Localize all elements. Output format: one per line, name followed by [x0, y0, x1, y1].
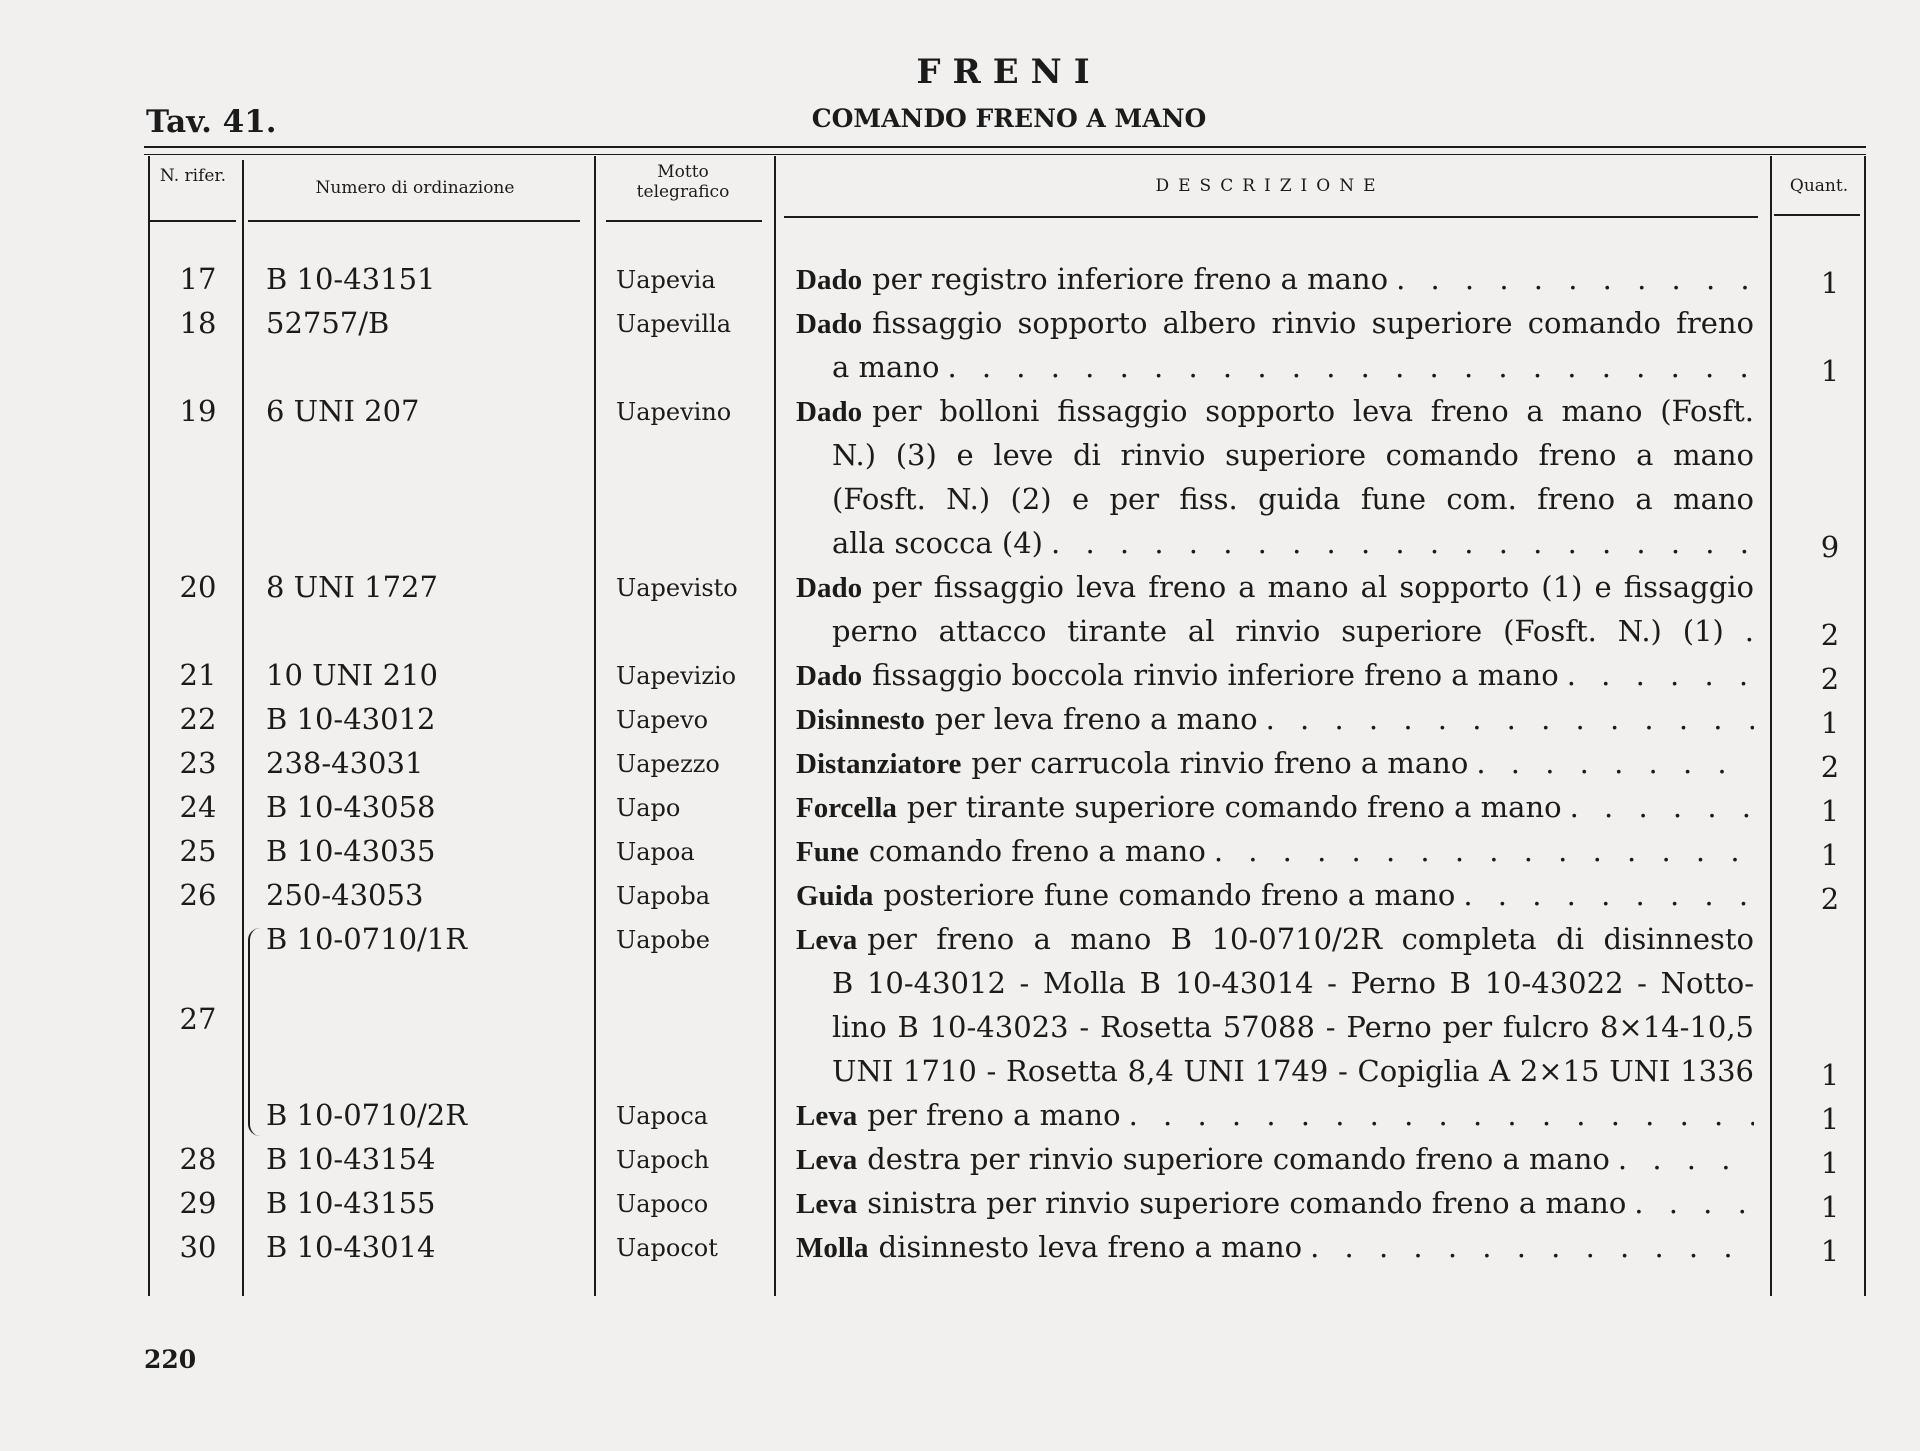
- telegraphic-code: Uapevia: [616, 266, 716, 294]
- quantity: 9: [1820, 530, 1840, 564]
- description-line: [796, 438, 1754, 482]
- description-text: comando freno a mano: [868, 834, 1206, 868]
- ref-number-group: 27: [179, 1002, 217, 1036]
- header-underline: [606, 220, 762, 222]
- description: [796, 702, 1754, 746]
- ref-number: 22: [179, 702, 217, 736]
- description-text: per leva freno a mano: [934, 702, 1258, 736]
- telegraphic-code: Uapevilla: [616, 310, 731, 338]
- description-keyword: Guida: [796, 880, 874, 912]
- description-line: [796, 966, 1754, 1010]
- description: [796, 878, 1754, 922]
- description-line: [796, 746, 1754, 790]
- description-text: per tirante superiore comando freno a mano: [906, 790, 1562, 824]
- table-row: [0, 1098, 1920, 1142]
- description-line: [796, 702, 1754, 746]
- description-text: per freno a mano: [867, 1098, 1121, 1132]
- table-row: [0, 922, 1920, 1098]
- telegraphic-code: Uapevisto: [616, 574, 738, 602]
- description-line: [796, 526, 1754, 570]
- dot-leader: [1634, 1186, 1754, 1220]
- header-underline: [248, 220, 580, 222]
- description-text: fissaggio sopporto albero rinvio superiore comando freno: [872, 306, 1754, 340]
- order-number: B 10-43155: [266, 1186, 436, 1220]
- quantity: 1: [1820, 838, 1840, 872]
- order-number: 8 UNI 1727: [266, 570, 438, 604]
- description-line: [796, 1186, 1754, 1230]
- top-rule-thin: [144, 154, 1866, 155]
- table-row: [0, 878, 1920, 922]
- quantity: 1: [1820, 706, 1840, 740]
- description-text: per registro inferiore freno a mano: [872, 262, 1389, 296]
- description-text: destra per rinvio superiore comando freno a mano: [867, 1142, 1610, 1176]
- table-row: [0, 262, 1920, 306]
- column-header-num: N. rifer.: [159, 166, 227, 186]
- description-line: [796, 922, 1754, 966]
- description-text: per freno a mano B 10-0710/2R completa di disinnesto: [867, 922, 1754, 956]
- ref-number: 19: [179, 394, 217, 428]
- dot-leader: [1463, 878, 1754, 912]
- description: [796, 570, 1754, 658]
- description-line: [796, 834, 1754, 878]
- telegraphic-code: Uapoca: [616, 1102, 709, 1130]
- telegraphic-code: Uapobe: [616, 926, 710, 954]
- description-keyword: Leva: [796, 924, 858, 956]
- dot-leader: [1476, 746, 1754, 780]
- table-row: [0, 394, 1920, 570]
- telegraphic-code: Uapoa: [616, 838, 695, 866]
- dot-leader: [1570, 790, 1754, 824]
- description-keyword: Distanziatore: [796, 748, 962, 780]
- ref-number: 25: [179, 834, 217, 868]
- order-number: B 10-43014: [266, 1230, 436, 1264]
- page-title: FRENI: [916, 52, 1102, 92]
- description-text: per bolloni fissaggio sopporto leva freno a mano (Fosft.: [872, 394, 1754, 428]
- description-keyword: Fune: [796, 836, 859, 868]
- dot-leader: [947, 350, 1754, 384]
- description-text: perno attacco tirante al rinvio superiore (Fosft. N.) (1) .: [832, 614, 1754, 648]
- telegraphic-code: Uapevizio: [616, 662, 737, 690]
- description-text: fissaggio boccola rinvio inferiore freno a mano: [872, 658, 1559, 692]
- description-keyword: Dado: [796, 660, 863, 692]
- description-keyword: Disinnesto: [796, 704, 925, 736]
- dot-leader: [1266, 702, 1754, 736]
- quantity: 1: [1820, 1102, 1840, 1136]
- telegraphic-code: Uapezzo: [616, 750, 720, 778]
- top-rule: [144, 146, 1866, 148]
- description-keyword: Leva: [796, 1144, 858, 1176]
- table-number: Tav. 41.: [146, 104, 277, 140]
- description: [796, 1186, 1754, 1230]
- table-row: [0, 658, 1920, 702]
- description: [796, 262, 1754, 306]
- quantity: 1: [1820, 1234, 1840, 1268]
- description-line: [796, 306, 1754, 350]
- order-number: B 10-43035: [266, 834, 436, 868]
- description-keyword: Dado: [796, 264, 863, 296]
- dot-leader: [1051, 526, 1754, 560]
- quantity: 2: [1820, 750, 1840, 784]
- table-row: [0, 746, 1920, 790]
- description: [796, 834, 1754, 878]
- description-line: [796, 878, 1754, 922]
- description-text: UNI 1710 - Rosetta 8,4 UNI 1749 - Copiglia A 2×15 UNI 1336: [832, 1054, 1754, 1088]
- ref-number: 21: [179, 658, 217, 692]
- quantity: 1: [1820, 354, 1840, 388]
- description-line: [796, 482, 1754, 526]
- table-row: [0, 306, 1920, 394]
- telegraphic-code: Uapoch: [616, 1146, 710, 1174]
- description-line: [796, 614, 1754, 658]
- description-text: N.) (3) e leve di rinvio superiore comando freno a mano: [832, 438, 1754, 472]
- column-header-desc: DESCRIZIONE: [1155, 176, 1385, 196]
- description-keyword: Dado: [796, 396, 863, 428]
- page-subtitle: COMANDO FRENO A MANO: [811, 104, 1207, 133]
- dot-leader: [1396, 262, 1754, 296]
- description: [796, 922, 1754, 1098]
- description-line: [796, 1098, 1754, 1142]
- description-text: lino B 10-43023 - Rosetta 57088 - Perno per fulcro 8×14-10,5: [832, 1010, 1754, 1044]
- header-underline: [150, 220, 236, 222]
- quantity: 1: [1820, 266, 1840, 300]
- description-text: a mano: [832, 350, 940, 384]
- header-underline: [1774, 214, 1860, 216]
- quantity: 1: [1820, 1190, 1840, 1224]
- column-header-qty: Quant.: [1789, 176, 1849, 196]
- dot-leader: [1618, 1142, 1754, 1176]
- dot-leader: [1129, 1098, 1754, 1132]
- description-text: alla scocca (4): [832, 526, 1044, 560]
- description: [796, 394, 1754, 570]
- quantity: 2: [1820, 662, 1840, 696]
- description: [796, 1142, 1754, 1186]
- order-number: B 10-0710/1R: [266, 922, 468, 956]
- quantity: 1: [1820, 1146, 1840, 1180]
- dot-leader: [1567, 658, 1754, 692]
- order-number: 6 UNI 207: [266, 394, 420, 428]
- ref-number: 29: [179, 1186, 217, 1220]
- order-number: B 10-0710/2R: [266, 1098, 468, 1132]
- description-text: per carrucola rinvio freno a mano: [971, 746, 1469, 780]
- description-text: sinistra per rinvio superiore comando freno a mano: [867, 1186, 1627, 1220]
- dot-leader: [1214, 834, 1754, 868]
- description-text: posteriore fune comando freno a mano: [883, 878, 1456, 912]
- column-header-motto: Motto telegrafico: [636, 162, 730, 202]
- description-line: [796, 1054, 1754, 1098]
- table-row: [0, 702, 1920, 746]
- description-keyword: Leva: [796, 1188, 858, 1220]
- header-underline: [784, 216, 1758, 218]
- quantity: 1: [1820, 1058, 1840, 1092]
- order-number: B 10-43012: [266, 702, 436, 736]
- ref-number: 18: [179, 306, 217, 340]
- dot-leader: [1310, 1230, 1754, 1264]
- table-row: [0, 1230, 1920, 1274]
- table-row: [0, 790, 1920, 834]
- quantity: 2: [1820, 882, 1840, 916]
- description-line: [796, 1010, 1754, 1054]
- telegraphic-code: Uapo: [616, 794, 681, 822]
- description-line: [796, 262, 1754, 306]
- description-line: [796, 658, 1754, 702]
- description-keyword: Dado: [796, 572, 863, 604]
- description-text: per fissaggio leva freno a mano al sopporto (1) e fissaggio: [872, 570, 1754, 604]
- description-text: disinnesto leva freno a mano: [878, 1230, 1303, 1264]
- description-text: B 10-43012 - Molla B 10-43014 - Perno B 10-43022 - Notto-: [832, 966, 1754, 1000]
- description: [796, 790, 1754, 834]
- ref-number: 26: [179, 878, 217, 912]
- column-header-order: Numero di ordinazione: [315, 178, 515, 198]
- ref-number: 20: [179, 570, 217, 604]
- table-row: [0, 1186, 1920, 1230]
- telegraphic-code: Uapevo: [616, 706, 709, 734]
- table-row: [0, 1142, 1920, 1186]
- ref-number: 17: [179, 262, 217, 296]
- description-text: (Fosft. N.) (2) e per fiss. guida fune com. freno a mano: [832, 482, 1754, 516]
- telegraphic-code: Uapocot: [616, 1234, 718, 1262]
- table-row: [0, 834, 1920, 878]
- quantity: 2: [1820, 618, 1840, 652]
- description: [796, 658, 1754, 702]
- table-row: [0, 570, 1920, 658]
- ref-number: 30: [179, 1230, 217, 1264]
- description-keyword: Molla: [796, 1232, 869, 1264]
- order-number: 10 UNI 210: [266, 658, 438, 692]
- order-number: B 10-43058: [266, 790, 436, 824]
- order-number: B 10-43154: [266, 1142, 436, 1176]
- ref-number: 28: [179, 1142, 217, 1176]
- description-line: [796, 1230, 1754, 1274]
- telegraphic-code: Uapoba: [616, 882, 711, 910]
- page-number: 220: [144, 1345, 197, 1374]
- order-number: 238-43031: [266, 746, 424, 780]
- order-number: B 10-43151: [266, 262, 436, 296]
- order-number: 250-43053: [266, 878, 424, 912]
- description-keyword: Forcella: [796, 792, 897, 824]
- description-line: [796, 790, 1754, 834]
- ref-number: 24: [179, 790, 217, 824]
- description-line: [796, 1142, 1754, 1186]
- description-keyword: Dado: [796, 308, 863, 340]
- order-number: 52757/B: [266, 306, 390, 340]
- description: [796, 306, 1754, 394]
- description-line: [796, 394, 1754, 438]
- description: [796, 1230, 1754, 1274]
- description-line: [796, 350, 1754, 394]
- group-brace: [248, 928, 264, 1136]
- telegraphic-code: Uapoco: [616, 1190, 709, 1218]
- telegraphic-code: Uapevino: [616, 398, 732, 426]
- ref-number: 23: [179, 746, 217, 780]
- quantity: 1: [1820, 794, 1840, 828]
- description-line: [796, 570, 1754, 614]
- description: [796, 746, 1754, 790]
- description: [796, 1098, 1754, 1142]
- description-keyword: Leva: [796, 1100, 858, 1132]
